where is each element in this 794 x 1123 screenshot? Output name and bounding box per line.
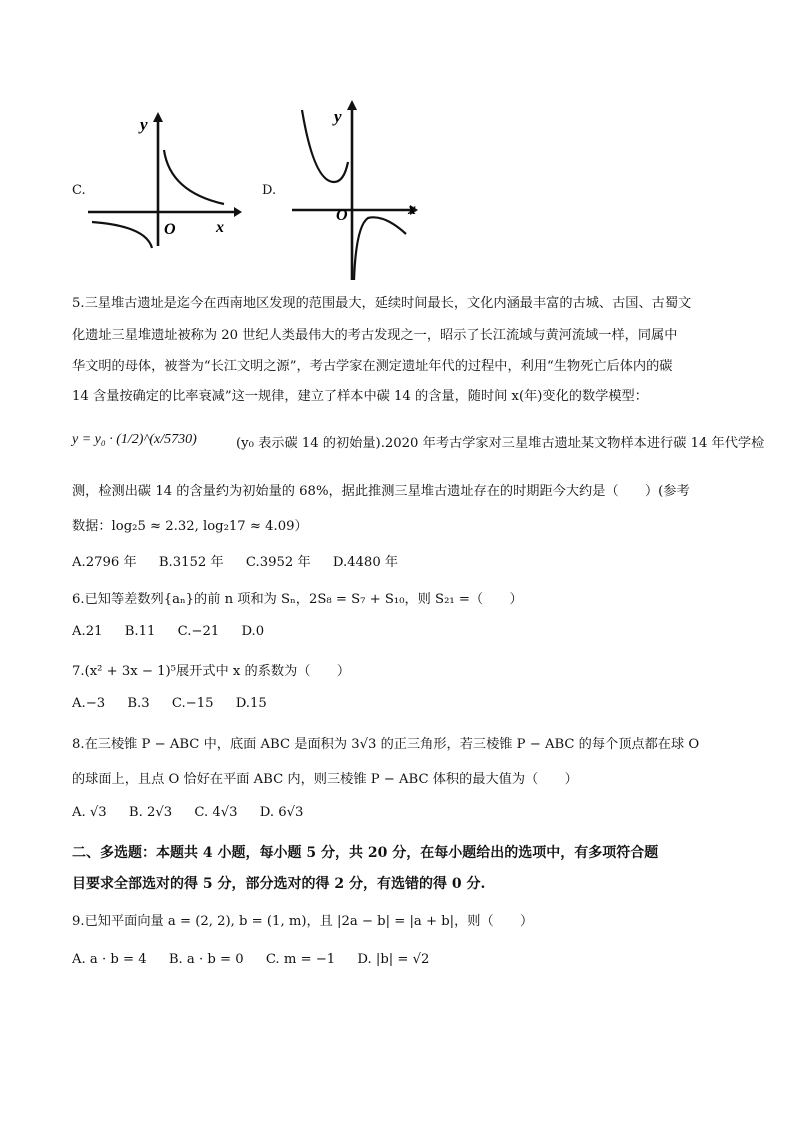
- q9-option-c[interactable]: C. m = −1: [265, 952, 336, 967]
- q8-line-2: 的球面上，且点 O 恰好在平面 ABC 内，则三棱锥 P − ABC 体积的最大值为（ ）: [72, 772, 578, 787]
- q7-option-b[interactable]: B.3: [127, 696, 150, 711]
- q6-text: 6.已知等差数列{aₙ}的前 n 项和为 Sₙ，2S₈ = S₇ + S₁₀，则 S₂₁ =（ ）: [72, 592, 523, 607]
- q9-option-b[interactable]: B. a · b = 0: [168, 952, 244, 967]
- q6-option-c[interactable]: C.−21: [177, 624, 220, 639]
- section2-heading-line-2: 目要求全部选对的得 5 分，部分选对的得 2 分，有选错的得 0 分.: [72, 876, 486, 892]
- q7-option-a[interactable]: A.−3: [72, 696, 106, 711]
- q8-option-d[interactable]: D. 6√3: [259, 805, 304, 820]
- q6-option-a[interactable]: A.21: [72, 624, 103, 639]
- graph-c: [84, 100, 244, 250]
- q5-line-2: 化遗址三星堆遗址被称为 20 世纪人类最伟大的考古发现之一，昭示了长江流域与黄河流域一样，同属中: [72, 328, 678, 343]
- q5-line-6: 测，检测出碳 14 的含量约为初始量的 68%，据此推测三星堆古遗址存在的时期距今大约是（ ）(参考: [72, 484, 690, 499]
- q5-line-4: 14 含量按确定的比率衰减”这一规律，建立了样本中碳 14 的含量，随时间 x(年)变化的数学模型：: [72, 389, 648, 404]
- graph-d-label: D.: [262, 183, 277, 198]
- section2-heading-line-1: 二、多选题：本题共 4 小题，每小题 5 分，共 20 分，在每小题给出的选项中，有多项符合题: [72, 845, 659, 861]
- q9-option-d[interactable]: D. |b| = √2: [357, 952, 430, 967]
- graph-c-o-label: O: [164, 221, 176, 238]
- q7-options: [72, 696, 285, 711]
- q9-text: 9.已知平面向量 a = (2, 2), b = (1, m)，且 |2a − b| = |a + b|，则（ ）: [72, 914, 534, 929]
- q8-option-b[interactable]: B. 2√3: [128, 805, 173, 820]
- q7-option-c[interactable]: C.−15: [171, 696, 214, 711]
- q5-formula: y = y₀ · (1/2)^(x/5730): [72, 432, 197, 447]
- q5-option-c[interactable]: C.3952 年: [245, 555, 311, 570]
- q7-text: 7.(x² + 3x − 1)⁵展开式中 x 的系数为（ ）: [72, 664, 351, 679]
- q9-options: [72, 952, 447, 967]
- q5-option-b[interactable]: B.3152 年: [158, 555, 224, 570]
- graph-c-y-label: y: [140, 115, 148, 134]
- q6-option-d[interactable]: D.0: [241, 624, 265, 639]
- q5-options: [72, 551, 416, 570]
- graph-d-o-label: O: [336, 207, 348, 224]
- q5-option-d[interactable]: D.4480 年: [332, 555, 399, 570]
- graph-c-label: C.: [72, 183, 86, 198]
- q8-option-a[interactable]: A. √3: [72, 805, 107, 820]
- q7-option-d[interactable]: D.15: [235, 696, 267, 711]
- q6-options: [72, 624, 282, 639]
- q6-option-b[interactable]: B.11: [124, 624, 156, 639]
- q9-option-a[interactable]: A. a · b = 4: [72, 952, 147, 967]
- graph-d: [288, 96, 428, 282]
- q8-option-c[interactable]: C. 4√3: [194, 805, 238, 820]
- graph-c-x-label: x: [216, 219, 224, 236]
- q8-options: [72, 805, 321, 820]
- q5-option-a[interactable]: A.2796 年: [72, 555, 137, 570]
- q5-line-1: 5.三星堆古遗址是迄今在西南地区发现的范围最大，延续时间最长，文化内涵最丰富的古城、古国、古蜀文: [72, 296, 692, 311]
- q5-line-5: (y₀ 表示碳 14 的初始量).2020 年考古学家对三星堆古遗址某文物样本进行碳 14 年代学检: [236, 436, 765, 451]
- q8-line-1: 8.在三棱锥 P − ABC 中，底面 ABC 是面积为 3√3 的正三角形，若三棱锥 P − ABC 的每个顶点都在球 O: [72, 737, 700, 752]
- graph-d-x-label: x: [408, 201, 416, 218]
- q5-line-7: 数据：log₂5 ≈ 2.32, log₂17 ≈ 4.09）: [72, 519, 308, 534]
- q5-line-3: 华文明的母体，被誉为“长江文明之源”，考古学家在测定遗址年代的过程中，利用“生物死亡后体内的碳: [72, 359, 673, 374]
- graph-d-y-label: y: [334, 107, 342, 126]
